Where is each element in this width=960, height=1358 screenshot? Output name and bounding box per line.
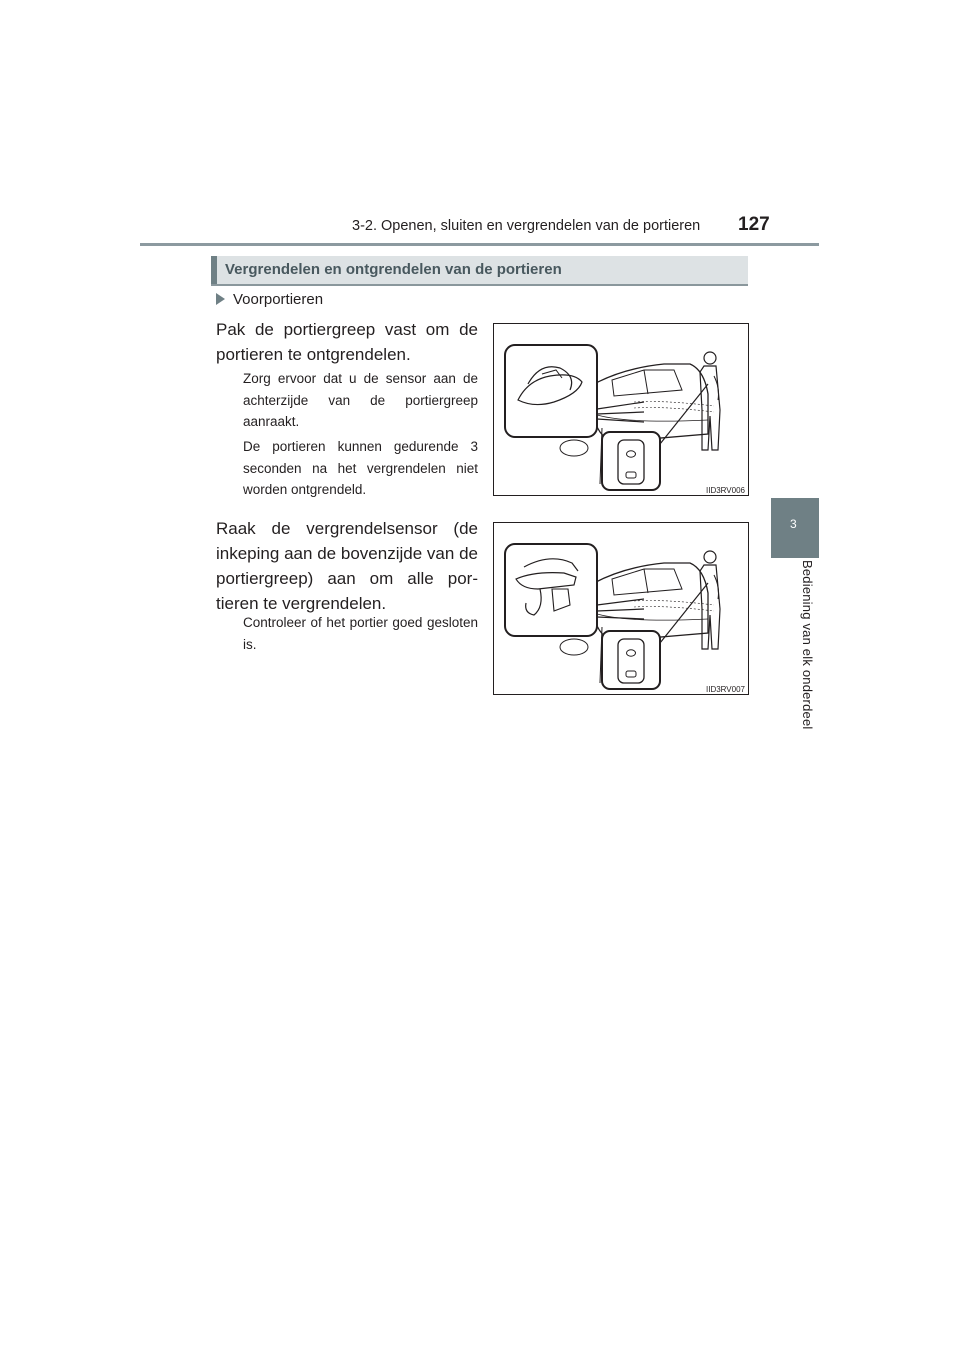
note-2-1: Controleer of het portier goed gesloten is. — [243, 615, 478, 652]
chapter-number: 3 — [790, 517, 797, 531]
door-unlock-illustration — [494, 324, 748, 495]
instruction-1: Pak de portiergreep vast om de portieren te ontgrendelen. — [216, 320, 478, 364]
figure-door-unlock — [493, 323, 749, 496]
instruction-2: Raak de vergrendelsensor (de inkeping aan de bovenzijde van de portiergreep) aan om alle por-tieren te vergrendelen. — [216, 519, 478, 613]
header-divider — [140, 243, 819, 246]
figure-code: IID3RV006 — [706, 486, 745, 495]
chapter-label: Bediening van elk onderdeel — [800, 560, 815, 730]
section-title: Vergrendelen en ontgrendelen van de portieren — [225, 261, 562, 278]
door-lock-illustration — [494, 523, 748, 694]
figure-door-lock — [493, 522, 749, 695]
section-marker — [211, 256, 217, 284]
figure-code: IID3RV007 — [706, 685, 745, 694]
subheading — [216, 291, 323, 308]
subheading-text: Voorportieren — [233, 291, 324, 308]
running-header-title: 3-2. Openen, sluiten en vergrendelen van de portieren — [352, 218, 701, 234]
note-1-1: Zorg ervoor dat u de sensor aan de achterzijde van de portiergreep aanraakt. — [243, 371, 478, 429]
page-number: 127 — [738, 214, 770, 235]
note-1-2: De portieren kunnen gedurende 3 seconden na het vergrendelen niet worden ontgrendeld. — [243, 439, 478, 497]
triangle-bullet-icon — [216, 293, 225, 305]
